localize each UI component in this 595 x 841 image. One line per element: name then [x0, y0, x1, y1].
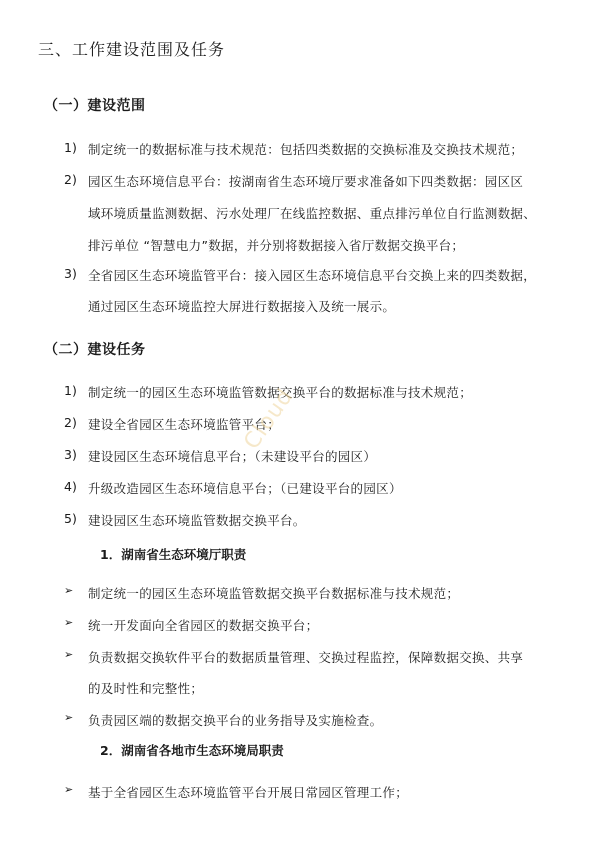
- item-number: 4): [64, 479, 77, 494]
- item-text: 园区生态环境信息平台：按湖南省生态环境厅要求准备如下四类数据：园区区: [88, 174, 524, 189]
- item-text: 的及时性和完整性；: [88, 681, 204, 696]
- dept-title: 1．湖南省生态环境厅职责: [100, 547, 247, 562]
- item-number: 3): [64, 447, 77, 462]
- item-number: 5): [64, 511, 77, 526]
- item-text: 升级改造园区生态环境信息平台；（已建设平台的园区）: [88, 481, 402, 496]
- item-text: 负责园区端的数据交换平台的业务指导及实施检查。: [88, 713, 383, 728]
- arrow-bullet-icon: ➢: [64, 711, 74, 724]
- item-text: 制定统一的园区生态环境监管数据交换平台的数据标准与技术规范；: [88, 385, 473, 400]
- scope-title: （一）建设范围: [44, 98, 146, 114]
- arrow-bullet-icon: ➢: [64, 584, 74, 597]
- item-number: 2): [64, 415, 77, 430]
- city-title: 2．湖南省各地市生态环境局职责: [100, 743, 284, 758]
- section-heading: 三、工作建设范围及任务: [38, 40, 226, 59]
- tasks-title: （二）建设任务: [44, 342, 146, 358]
- item-text: 排污单位 “智慧电力”数据，并分别将数据接入省厅数据交换平台；: [88, 238, 465, 253]
- item-text: 建设园区生态环境监管数据交换平台。: [88, 513, 306, 528]
- item-text: 域环境质量监测数据、污水处理厂在线监控数据、重点排污单位自行监测数据、: [88, 206, 537, 221]
- item-text: 负责数据交换软件平台的数据质量管理、交换过程监控，保障数据交换、共享: [88, 650, 524, 665]
- item-number: 1): [64, 383, 77, 398]
- arrow-bullet-icon: ➢: [64, 648, 74, 661]
- arrow-bullet-icon: ➢: [64, 616, 74, 629]
- item-text: 建设全省园区生态环境监管平台；: [88, 417, 281, 432]
- arrow-bullet-icon: ➢: [64, 783, 74, 796]
- item-text: 全省园区生态环境监管平台：接入园区生态环境信息平台交换上来的四类数据，: [88, 268, 537, 283]
- item-number: 2): [64, 172, 77, 187]
- item-number: 3): [64, 266, 77, 281]
- item-text: 通过园区生态环境监控大屏进行数据接入及统一展示。: [88, 299, 396, 314]
- item-text: 制定统一的数据标准与技术规范：包括四类数据的交换标准及交换技术规范；: [88, 142, 524, 157]
- watermark: Cloud: [239, 384, 299, 455]
- item-text: 制定统一的园区生态环境监管数据交换平台数据标准与技术规范；: [88, 586, 460, 601]
- item-text: 统一开发面向全省园区的数据交换平台；: [88, 618, 319, 633]
- item-text: 基于全省园区生态环境监管平台开展日常园区管理工作；: [88, 785, 409, 800]
- item-text: 建设园区生态环境信息平台；（未建设平台的园区）: [88, 449, 377, 464]
- item-number: 1): [64, 140, 77, 155]
